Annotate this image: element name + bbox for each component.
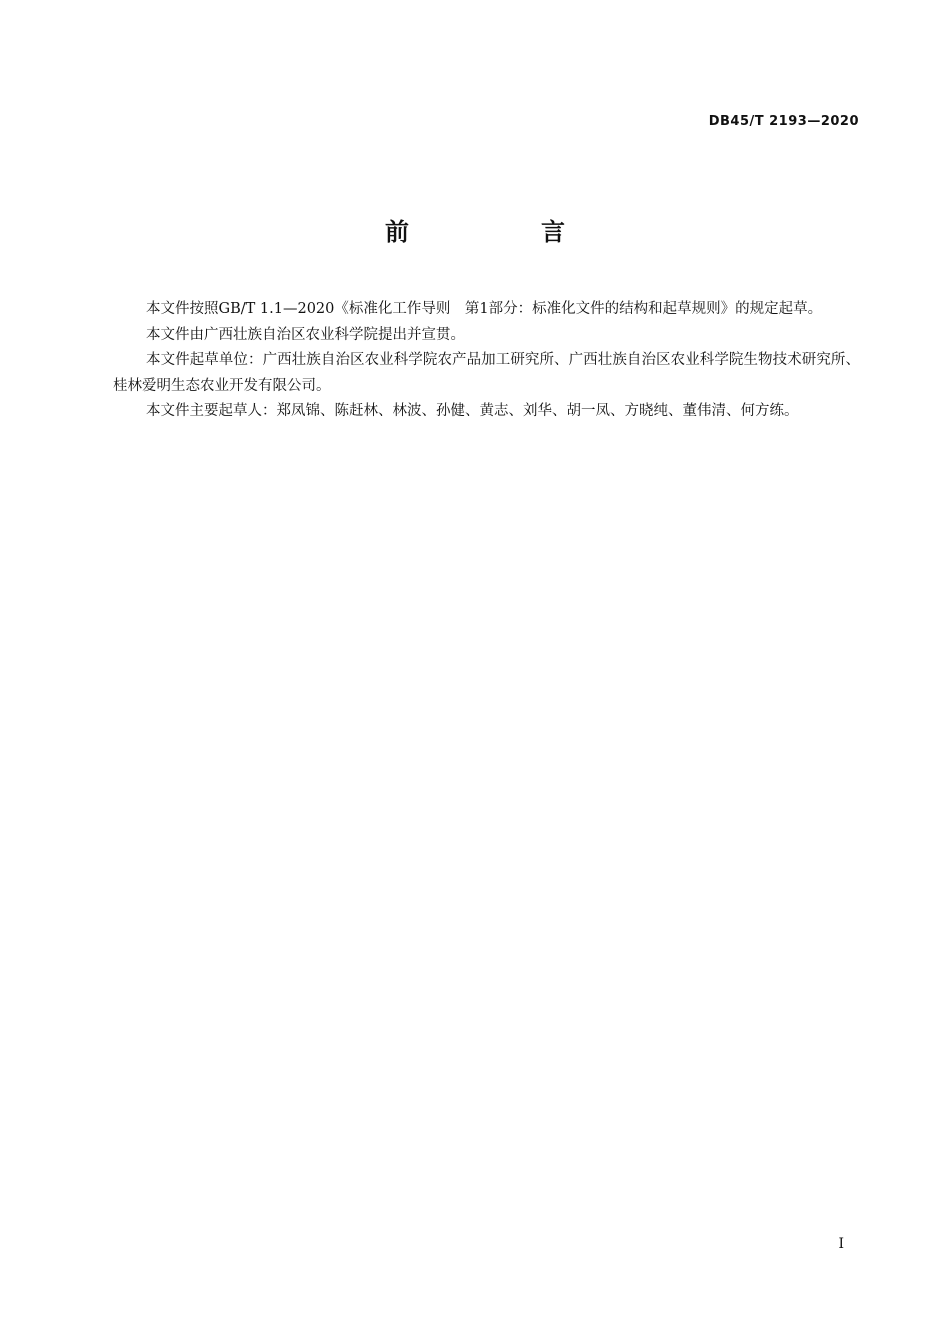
paragraph-proposer: 本文件由广西壮族自治区农业科学院提出并宣贯。 xyxy=(146,326,465,343)
paragraph-drafters: 本文件主要起草人：郑凤锦、陈赶林、林波、孙健、黄志、刘华、胡一凤、方晓纯、董伟清、何方练。 xyxy=(146,403,799,419)
paragraph-drafting-units: 本文件起草单位：广西壮族自治区农业科学院农产品加工研究所、广西壮族自治区农业科学院生物技术研究所、桂林爱明生态农业开发有限公司。 xyxy=(113,352,860,394)
document-code: DB45/T 2193—2020 xyxy=(708,114,859,129)
paragraph-drafting-rules: 本文件按照GB/T 1.1—2020《标准化工作导则 第1部分：标准化文件的结构和起草规则》的规定起草。 xyxy=(146,301,823,317)
foreword-body xyxy=(113,297,860,425)
page-number: I xyxy=(838,1236,844,1252)
section-title: 前 言 xyxy=(385,218,619,246)
